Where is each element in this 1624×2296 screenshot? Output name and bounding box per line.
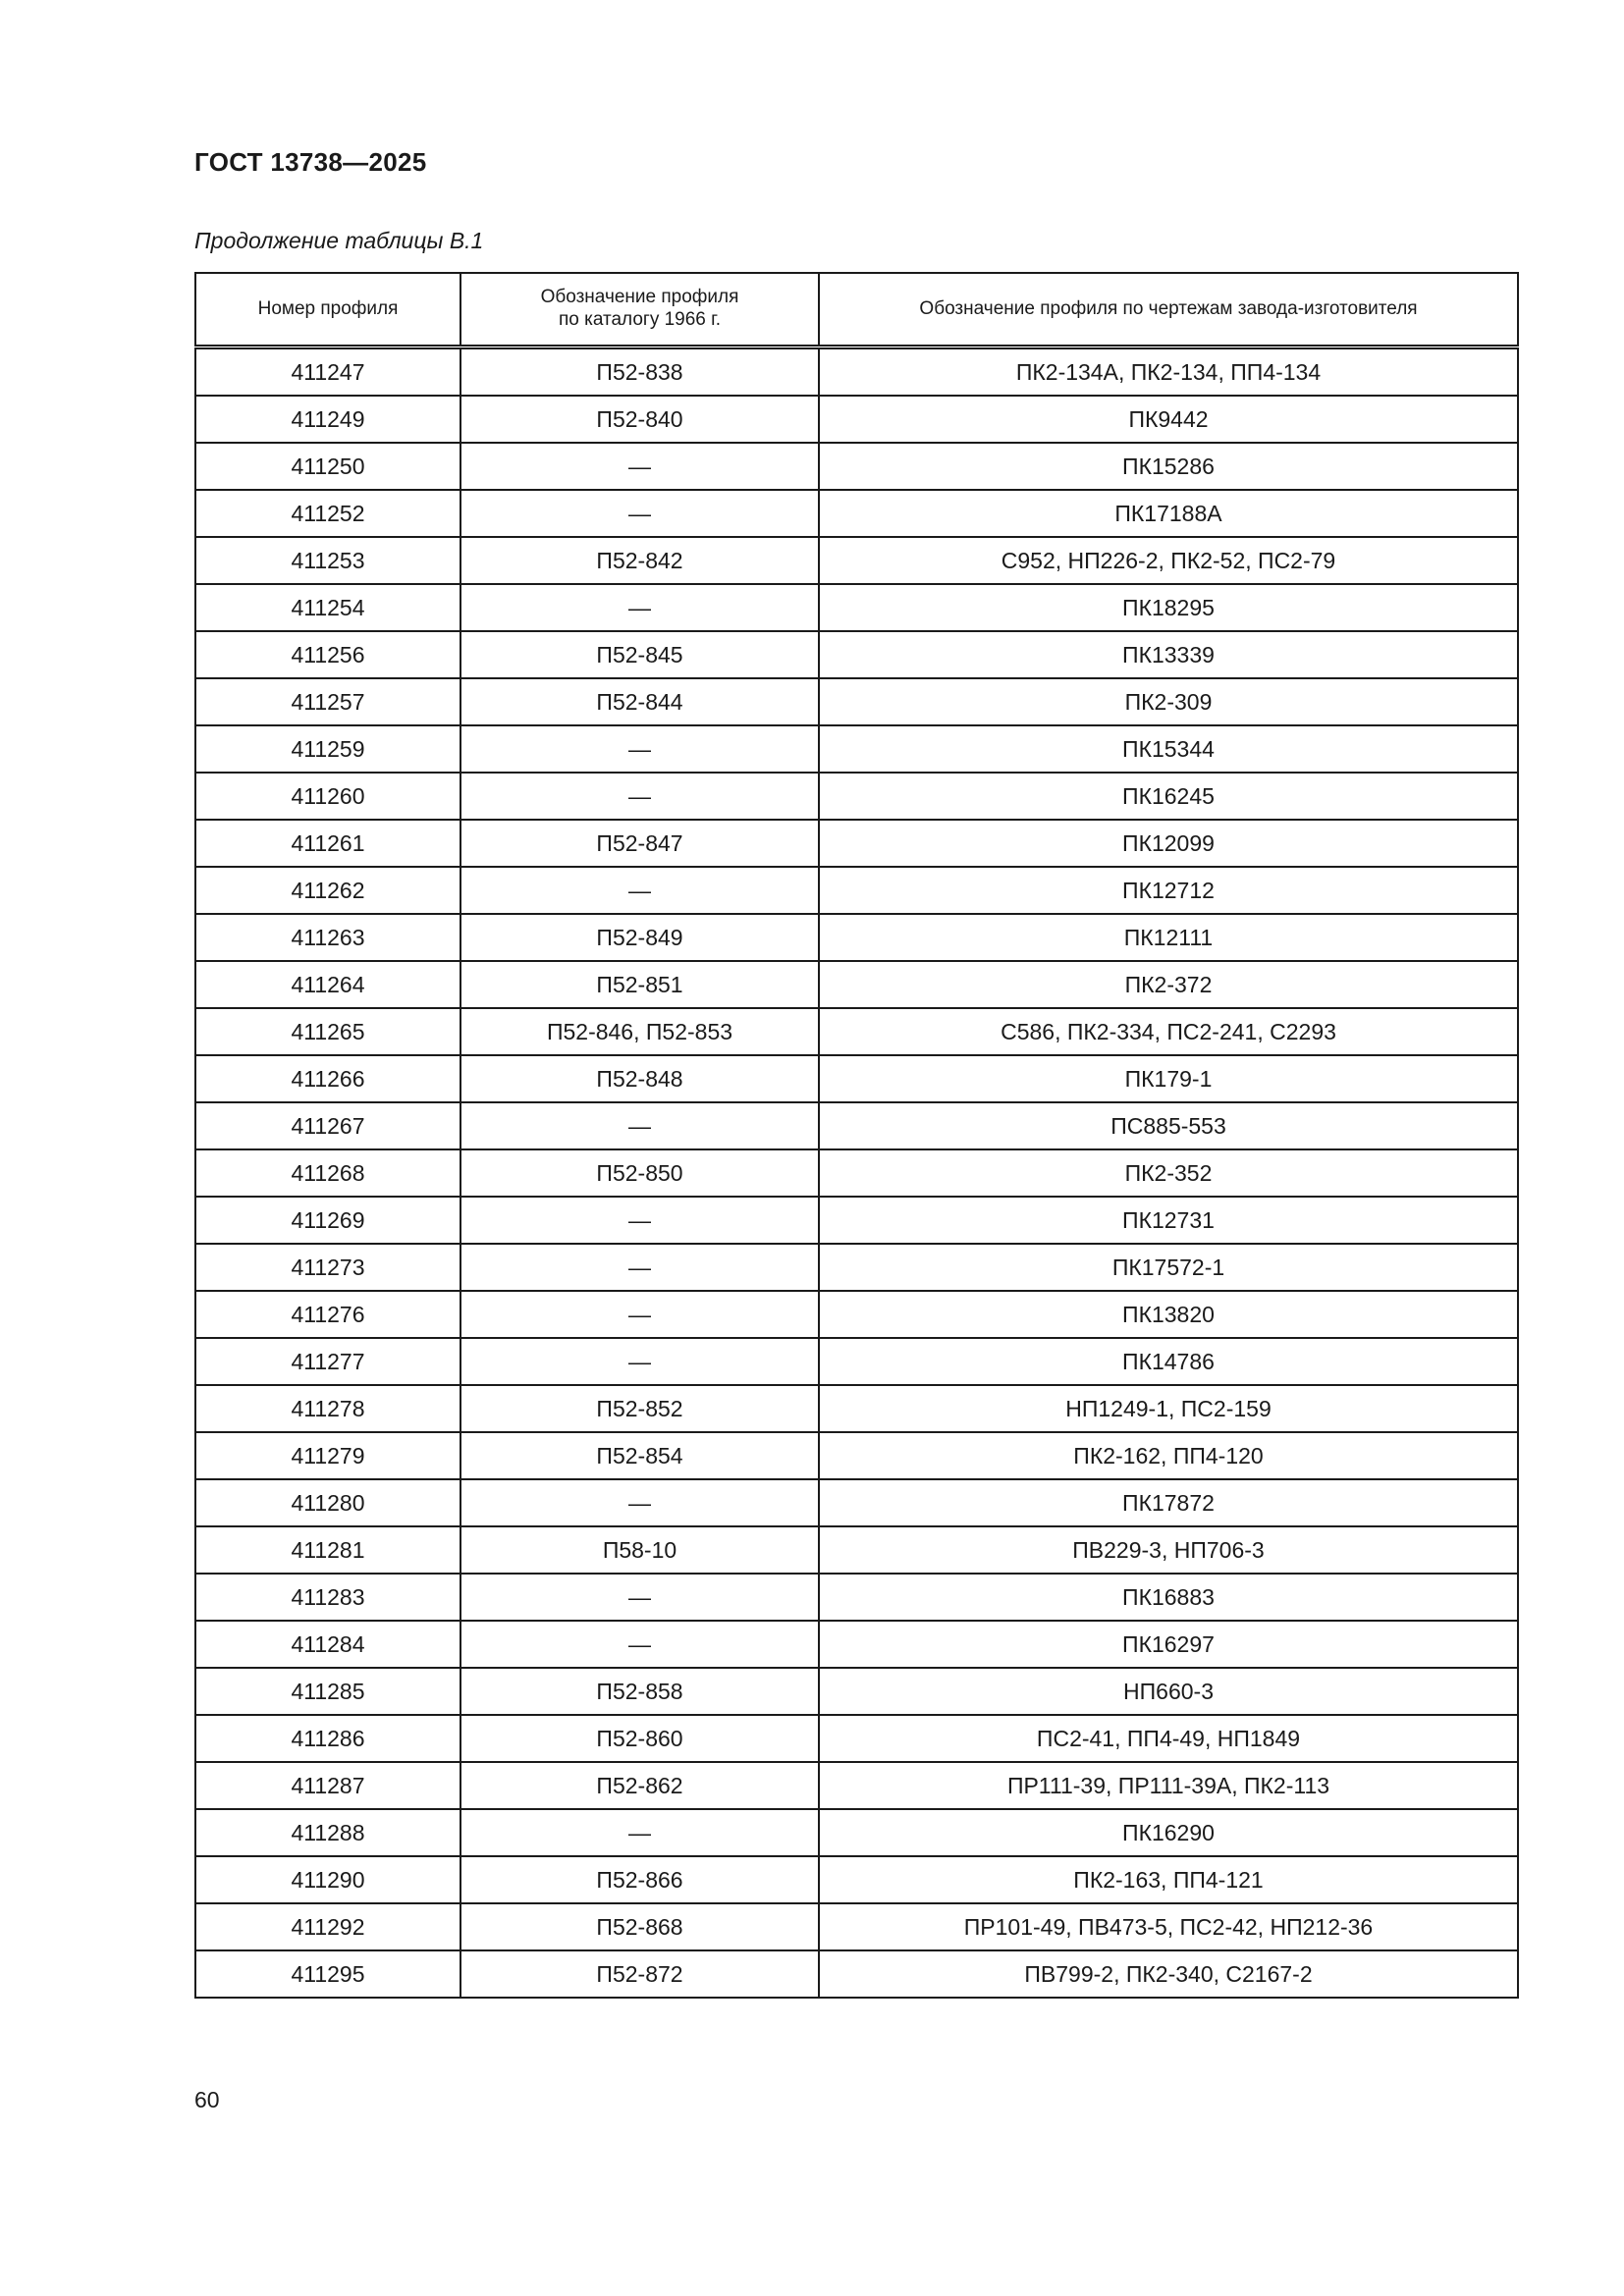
cell-catalog-designation: П52-844 — [460, 678, 819, 725]
cell-profile-number: 411264 — [195, 961, 460, 1008]
cell-catalog-designation: П52-852 — [460, 1385, 819, 1432]
table-row — [195, 537, 1518, 584]
cell-factory-designation: ПР101-49, ПВ473-5, ПС2-42, НП212-36 — [819, 1903, 1518, 1950]
cell-factory-designation: ПК16290 — [819, 1809, 1518, 1856]
cell-factory-designation: ПК12731 — [819, 1197, 1518, 1244]
column-header-factory-drawing: Обозначение профиля по чертежам завода-изготовителя — [819, 273, 1518, 347]
cell-profile-number: 411259 — [195, 725, 460, 773]
table-row — [195, 631, 1518, 678]
cell-catalog-designation: П52-847 — [460, 820, 819, 867]
cell-factory-designation: ПК15286 — [819, 443, 1518, 490]
cell-catalog-designation: — — [460, 1244, 819, 1291]
table-row — [195, 725, 1518, 773]
cell-factory-designation: ПК2-163, ПП4-121 — [819, 1856, 1518, 1903]
table-row — [195, 1432, 1518, 1479]
cell-factory-designation: С952, НП226-2, ПК2-52, ПС2-79 — [819, 537, 1518, 584]
table-row — [195, 396, 1518, 443]
table-row — [195, 1055, 1518, 1102]
cell-catalog-designation: П52-846, П52-853 — [460, 1008, 819, 1055]
cell-catalog-designation: — — [460, 773, 819, 820]
cell-catalog-designation: — — [460, 443, 819, 490]
cell-catalog-designation: — — [460, 1291, 819, 1338]
table-row — [195, 1102, 1518, 1149]
cell-factory-designation: ПК15344 — [819, 725, 1518, 773]
cell-factory-designation: ПК2-134А, ПК2-134, ПП4-134 — [819, 347, 1518, 397]
cell-factory-designation: ПК16297 — [819, 1621, 1518, 1668]
cell-catalog-designation: — — [460, 867, 819, 914]
cell-catalog-designation: — — [460, 1102, 819, 1149]
cell-profile-number: 411252 — [195, 490, 460, 537]
table-row — [195, 1621, 1518, 1668]
cell-profile-number: 411288 — [195, 1809, 460, 1856]
cell-profile-number: 411249 — [195, 396, 460, 443]
table-row — [195, 820, 1518, 867]
table-row — [195, 678, 1518, 725]
cell-profile-number: 411253 — [195, 537, 460, 584]
cell-catalog-designation: — — [460, 1479, 819, 1526]
cell-catalog-designation: П52-860 — [460, 1715, 819, 1762]
table-row — [195, 347, 1518, 397]
cell-catalog-designation: П52-848 — [460, 1055, 819, 1102]
table-row — [195, 1809, 1518, 1856]
cell-profile-number: 411261 — [195, 820, 460, 867]
document-header: ГОСТ 13738—2025 — [194, 147, 427, 177]
table-row — [195, 1856, 1518, 1903]
cell-profile-number: 411284 — [195, 1621, 460, 1668]
cell-profile-number: 411263 — [195, 914, 460, 961]
cell-factory-designation: ПК17572-1 — [819, 1244, 1518, 1291]
cell-factory-designation: ПС885-553 — [819, 1102, 1518, 1149]
cell-profile-number: 411287 — [195, 1762, 460, 1809]
cell-catalog-designation: — — [460, 584, 819, 631]
table-row — [195, 1715, 1518, 1762]
cell-profile-number: 411277 — [195, 1338, 460, 1385]
cell-factory-designation: ПК13339 — [819, 631, 1518, 678]
cell-factory-designation: ПК179-1 — [819, 1055, 1518, 1102]
cell-catalog-designation: П52-842 — [460, 537, 819, 584]
table-row — [195, 961, 1518, 1008]
table-row — [195, 490, 1518, 537]
table-row — [195, 1244, 1518, 1291]
table-row — [195, 773, 1518, 820]
cell-factory-designation: ПК12712 — [819, 867, 1518, 914]
cell-catalog-designation: — — [460, 1574, 819, 1621]
table-row — [195, 1526, 1518, 1574]
cell-profile-number: 411260 — [195, 773, 460, 820]
column-header-profile-number: Номер профиля — [195, 273, 460, 347]
cell-catalog-designation: П52-850 — [460, 1149, 819, 1197]
cell-profile-number: 411262 — [195, 867, 460, 914]
cell-catalog-designation: П52-862 — [460, 1762, 819, 1809]
cell-catalog-designation: — — [460, 1338, 819, 1385]
cell-factory-designation: ПР111-39, ПР111-39А, ПК2-113 — [819, 1762, 1518, 1809]
table-row — [195, 584, 1518, 631]
cell-profile-number: 411279 — [195, 1432, 460, 1479]
cell-profile-number: 411286 — [195, 1715, 460, 1762]
cell-catalog-designation: П52-858 — [460, 1668, 819, 1715]
cell-profile-number: 411290 — [195, 1856, 460, 1903]
table-body — [195, 347, 1518, 1999]
cell-factory-designation: ПК2-352 — [819, 1149, 1518, 1197]
cell-profile-number: 411295 — [195, 1950, 460, 1998]
cell-catalog-designation: П52-866 — [460, 1856, 819, 1903]
cell-profile-number: 411265 — [195, 1008, 460, 1055]
cell-catalog-designation: П52-845 — [460, 631, 819, 678]
page-number: 60 — [194, 2087, 220, 2112]
cell-factory-designation: НП1249-1, ПС2-159 — [819, 1385, 1518, 1432]
cell-factory-designation: С586, ПК2-334, ПС2-241, С2293 — [819, 1008, 1518, 1055]
cell-factory-designation: ПК9442 — [819, 396, 1518, 443]
cell-factory-designation: ПК14786 — [819, 1338, 1518, 1385]
cell-profile-number: 411276 — [195, 1291, 460, 1338]
cell-factory-designation: ПВ799-2, ПК2-340, С2167-2 — [819, 1950, 1518, 1998]
cell-profile-number: 411285 — [195, 1668, 460, 1715]
table-header-row — [195, 273, 1518, 347]
table-row — [195, 1479, 1518, 1526]
cell-profile-number: 411257 — [195, 678, 460, 725]
cell-profile-number: 411254 — [195, 584, 460, 631]
cell-factory-designation: ПК2-162, ПП4-120 — [819, 1432, 1518, 1479]
cell-factory-designation: НП660-3 — [819, 1668, 1518, 1715]
table-row — [195, 867, 1518, 914]
cell-catalog-designation: П52-854 — [460, 1432, 819, 1479]
cell-catalog-designation: П52-838 — [460, 347, 819, 397]
cell-profile-number: 411268 — [195, 1149, 460, 1197]
cell-catalog-designation: П52-872 — [460, 1950, 819, 1998]
cell-profile-number: 411247 — [195, 347, 460, 397]
cell-factory-designation: ПК2-372 — [819, 961, 1518, 1008]
cell-catalog-designation: — — [460, 1621, 819, 1668]
cell-profile-number: 411267 — [195, 1102, 460, 1149]
cell-catalog-designation: П52-868 — [460, 1903, 819, 1950]
cell-profile-number: 411269 — [195, 1197, 460, 1244]
cell-factory-designation: ПК16883 — [819, 1574, 1518, 1621]
table-row — [195, 914, 1518, 961]
table-row — [195, 1903, 1518, 1950]
table-header — [195, 273, 1518, 347]
table-row — [195, 1762, 1518, 1809]
cell-factory-designation: ПС2-41, ПП4-49, НП1849 — [819, 1715, 1518, 1762]
cell-factory-designation: ПК12099 — [819, 820, 1518, 867]
column-header-catalog-1966: Обозначение профиля по каталогу 1966 г. — [460, 273, 819, 347]
table-row — [195, 1385, 1518, 1432]
cell-factory-designation: ПК12111 — [819, 914, 1518, 961]
cell-profile-number: 411283 — [195, 1574, 460, 1621]
table-row — [195, 1008, 1518, 1055]
cell-catalog-designation: — — [460, 1809, 819, 1856]
cell-profile-number: 411250 — [195, 443, 460, 490]
cell-factory-designation: ПК16245 — [819, 773, 1518, 820]
cell-profile-number: 411281 — [195, 1526, 460, 1574]
cell-profile-number: 411278 — [195, 1385, 460, 1432]
table-row — [195, 1149, 1518, 1197]
cell-profile-number: 411292 — [195, 1903, 460, 1950]
cell-factory-designation: ПК2-309 — [819, 678, 1518, 725]
cell-profile-number: 411266 — [195, 1055, 460, 1102]
cell-profile-number: 411273 — [195, 1244, 460, 1291]
table-row — [195, 1950, 1518, 1998]
cell-factory-designation: ПК13820 — [819, 1291, 1518, 1338]
table-row — [195, 1668, 1518, 1715]
table-row — [195, 1338, 1518, 1385]
cell-catalog-designation: П52-851 — [460, 961, 819, 1008]
cell-catalog-designation: П58-10 — [460, 1526, 819, 1574]
cell-catalog-designation: — — [460, 725, 819, 773]
table-row — [195, 1291, 1518, 1338]
cell-catalog-designation: — — [460, 1197, 819, 1244]
cell-catalog-designation: П52-840 — [460, 396, 819, 443]
cell-catalog-designation: — — [460, 490, 819, 537]
table-row — [195, 1574, 1518, 1621]
table-row — [195, 1197, 1518, 1244]
cell-factory-designation: ПК17188А — [819, 490, 1518, 537]
table-caption: Продолжение таблицы В.1 — [194, 228, 484, 253]
cell-profile-number: 411256 — [195, 631, 460, 678]
table-row — [195, 443, 1518, 490]
cell-catalog-designation: П52-849 — [460, 914, 819, 961]
cell-factory-designation: ПВ229-3, НП706-3 — [819, 1526, 1518, 1574]
profile-table — [194, 272, 1519, 1999]
cell-profile-number: 411280 — [195, 1479, 460, 1526]
cell-factory-designation: ПК18295 — [819, 584, 1518, 631]
cell-factory-designation: ПК17872 — [819, 1479, 1518, 1526]
